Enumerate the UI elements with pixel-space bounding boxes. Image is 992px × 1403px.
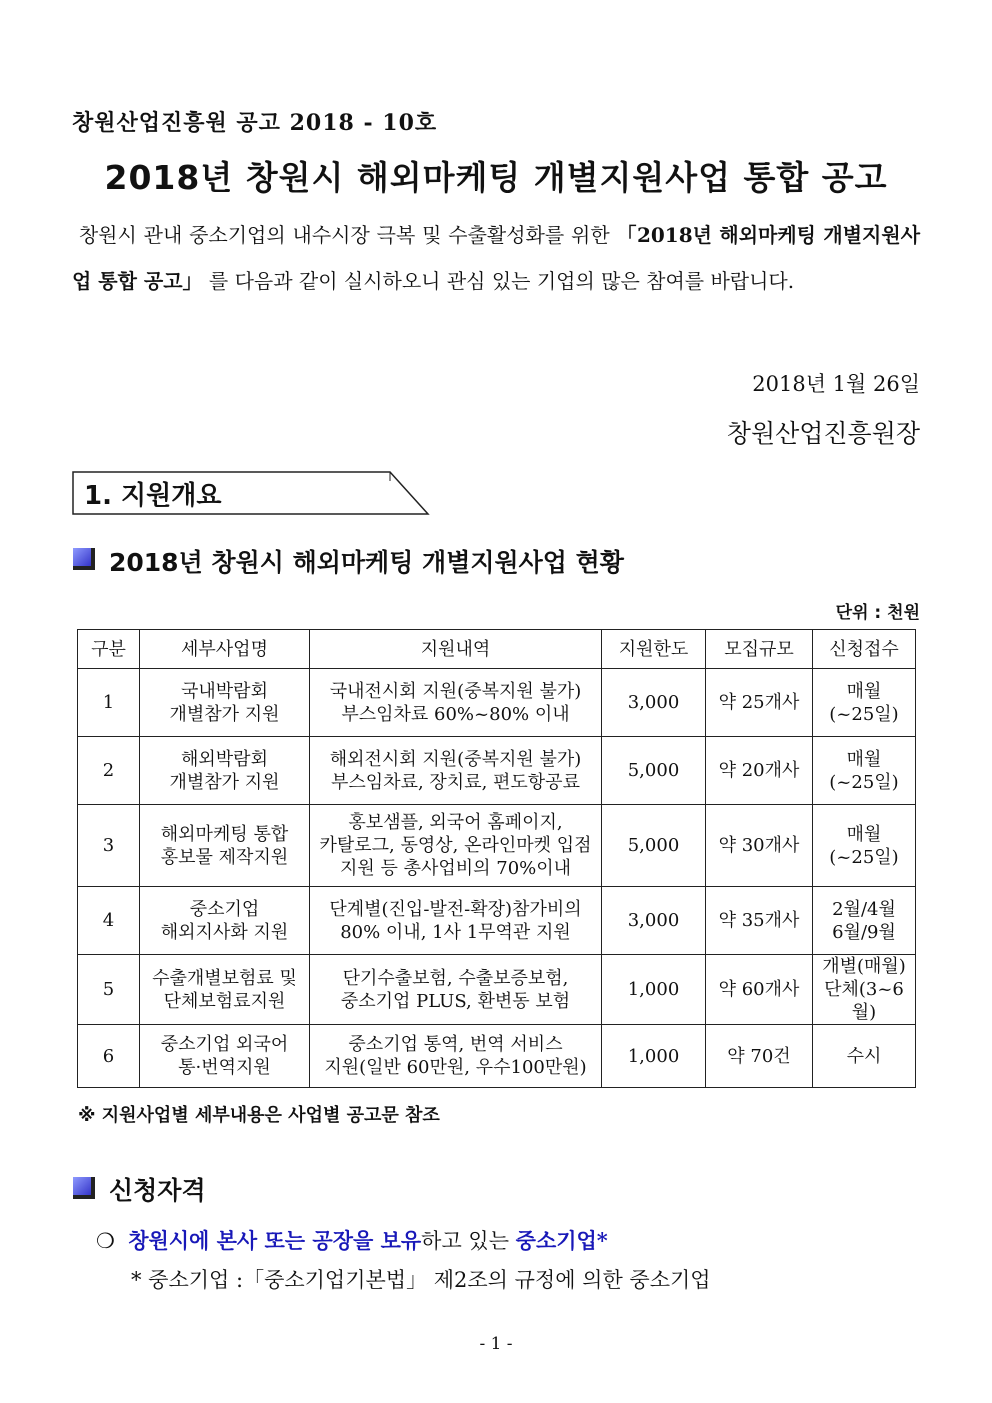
cell-scale: 약 20개사 (706, 737, 813, 805)
col-header-no: 구분 (78, 630, 140, 669)
cell-apply: 매월 (~25일) (813, 669, 916, 737)
support-program-table (77, 629, 916, 1088)
cell-detail: 국내전시회 지원(중복지원 불가) 부스임차료 60%~80% 이내 (310, 669, 602, 737)
notice-date: 2018년 1월 26일 (752, 372, 920, 396)
col-header-apply: 신청접수 (813, 630, 916, 669)
cell-apply: 수시 (813, 1025, 916, 1088)
cell-no: 4 (78, 887, 140, 955)
col-header-limit: 지원한도 (602, 630, 706, 669)
cell-name: 해외박람회 개별참가 지원 (140, 737, 310, 805)
cell-limit: 5,000 (602, 805, 706, 887)
table-row (78, 1025, 916, 1088)
page-number: - 1 - (479, 1334, 513, 1354)
cell-name: 해외마케팅 통합 홍보물 제작지원 (140, 805, 310, 887)
cell-detail: 중소기업 통역, 번역 서비스 지원(일반 60만원, 우수100만원) (310, 1025, 602, 1088)
cell-detail: 단계별(진입-발전-확장)참가비의 80% 이내, 1사 1무역관 지원 (310, 887, 602, 955)
cell-apply: 개별(매월) 단체(3~6월) (813, 955, 916, 1025)
eligibility-footnote: * 중소기업 :「중소기업기본법」 제2조의 규정에 의한 중소기업 (131, 1268, 711, 1292)
cell-detail: 단기수출보험, 수출보증보험, 중소기업 PLUS, 환변동 보험 (310, 955, 602, 1025)
cell-scale: 약 70건 (706, 1025, 813, 1088)
cell-scale: 약 35개사 (706, 887, 813, 955)
cell-scale: 약 25개사 (706, 669, 813, 737)
eligibility-highlight-2: 중소기업* (515, 1228, 608, 1253)
square-bullet-icon (73, 1177, 95, 1199)
cell-name: 국내박람회 개별참가 지원 (140, 669, 310, 737)
cell-limit: 1,000 (602, 1025, 706, 1088)
cell-scale: 약 60개사 (706, 955, 813, 1025)
table-row (78, 737, 916, 805)
cell-scale: 약 30개사 (706, 805, 813, 887)
subheading-status: 2018년 창원시 해외마케팅 개별지원사업 현황 (109, 548, 624, 577)
cell-no: 3 (78, 805, 140, 887)
eligibility-item (96, 1225, 608, 1255)
subheading-eligibility: 신청자격 (109, 1176, 206, 1205)
cell-name: 중소기업 해외지사화 지원 (140, 887, 310, 955)
intro-tail: 를 다음과 같이 실시하오니 관심 있는 기업의 많은 참여를 바랍니다. (208, 269, 795, 293)
cell-no: 2 (78, 737, 140, 805)
intro-paragraph (72, 212, 920, 304)
circle-bullet-icon: ❍ (96, 1229, 115, 1253)
cell-no: 5 (78, 955, 140, 1025)
table-note: ※ 지원사업별 세부내용은 사업별 공고문 참조 (78, 1105, 440, 1126)
intro-lead: 창원시 관내 중소기업의 내수시장 극복 및 수출활성화를 위한 (78, 223, 617, 247)
cell-name: 수출개별보험료 및 단체보험료지원 (140, 955, 310, 1025)
cell-apply: 매월 (~25일) (813, 737, 916, 805)
cell-no: 1 (78, 669, 140, 737)
notice-number: 창원산업진흥원 공고 2018 - 10호 (72, 110, 438, 136)
eligibility-highlight-1: 창원시에 본사 또는 공장을 보유 (128, 1228, 422, 1253)
cell-apply: 2월/4월 6월/9월 (813, 887, 916, 955)
col-header-name: 세부사업명 (140, 630, 310, 669)
col-header-scale: 모집규모 (706, 630, 813, 669)
cell-no: 6 (78, 1025, 140, 1088)
cell-limit: 5,000 (602, 737, 706, 805)
table-row (78, 669, 916, 737)
table-row (78, 805, 916, 887)
cell-limit: 3,000 (602, 887, 706, 955)
col-header-detail: 지원내역 (310, 630, 602, 669)
cell-limit: 3,000 (602, 669, 706, 737)
cell-name: 중소기업 외국어 통·번역지원 (140, 1025, 310, 1088)
section-1-label: 1. 지원개요 (84, 481, 222, 511)
unit-label: 단위 : 천원 (835, 603, 920, 623)
cell-detail: 해외전시회 지원(중복지원 불가) 부스임차료, 장치료, 편도항공료 (310, 737, 602, 805)
eligibility-plain: 하고 있는 (421, 1229, 516, 1253)
issuer-name: 창원산업진흥원장 (726, 419, 920, 448)
table-row (78, 955, 916, 1025)
cell-apply: 매월 (~25일) (813, 805, 916, 887)
table-row (78, 887, 916, 955)
cell-limit: 1,000 (602, 955, 706, 1025)
section-1-header (72, 471, 432, 516)
square-bullet-icon (73, 548, 95, 570)
document-title: 2018년 창원시 해외마케팅 개별지원사업 통합 공고 (104, 158, 888, 197)
intro-quote: 「2018년 해외마케팅 개별지원사업 통합 공고」 (72, 223, 921, 293)
table-header-row (78, 630, 916, 669)
cell-detail: 홍보샘플, 외국어 홈페이지, 카탈로그, 동영상, 온라인마켓 입점 지원 등 총사업비의 70%이내 (310, 805, 602, 887)
